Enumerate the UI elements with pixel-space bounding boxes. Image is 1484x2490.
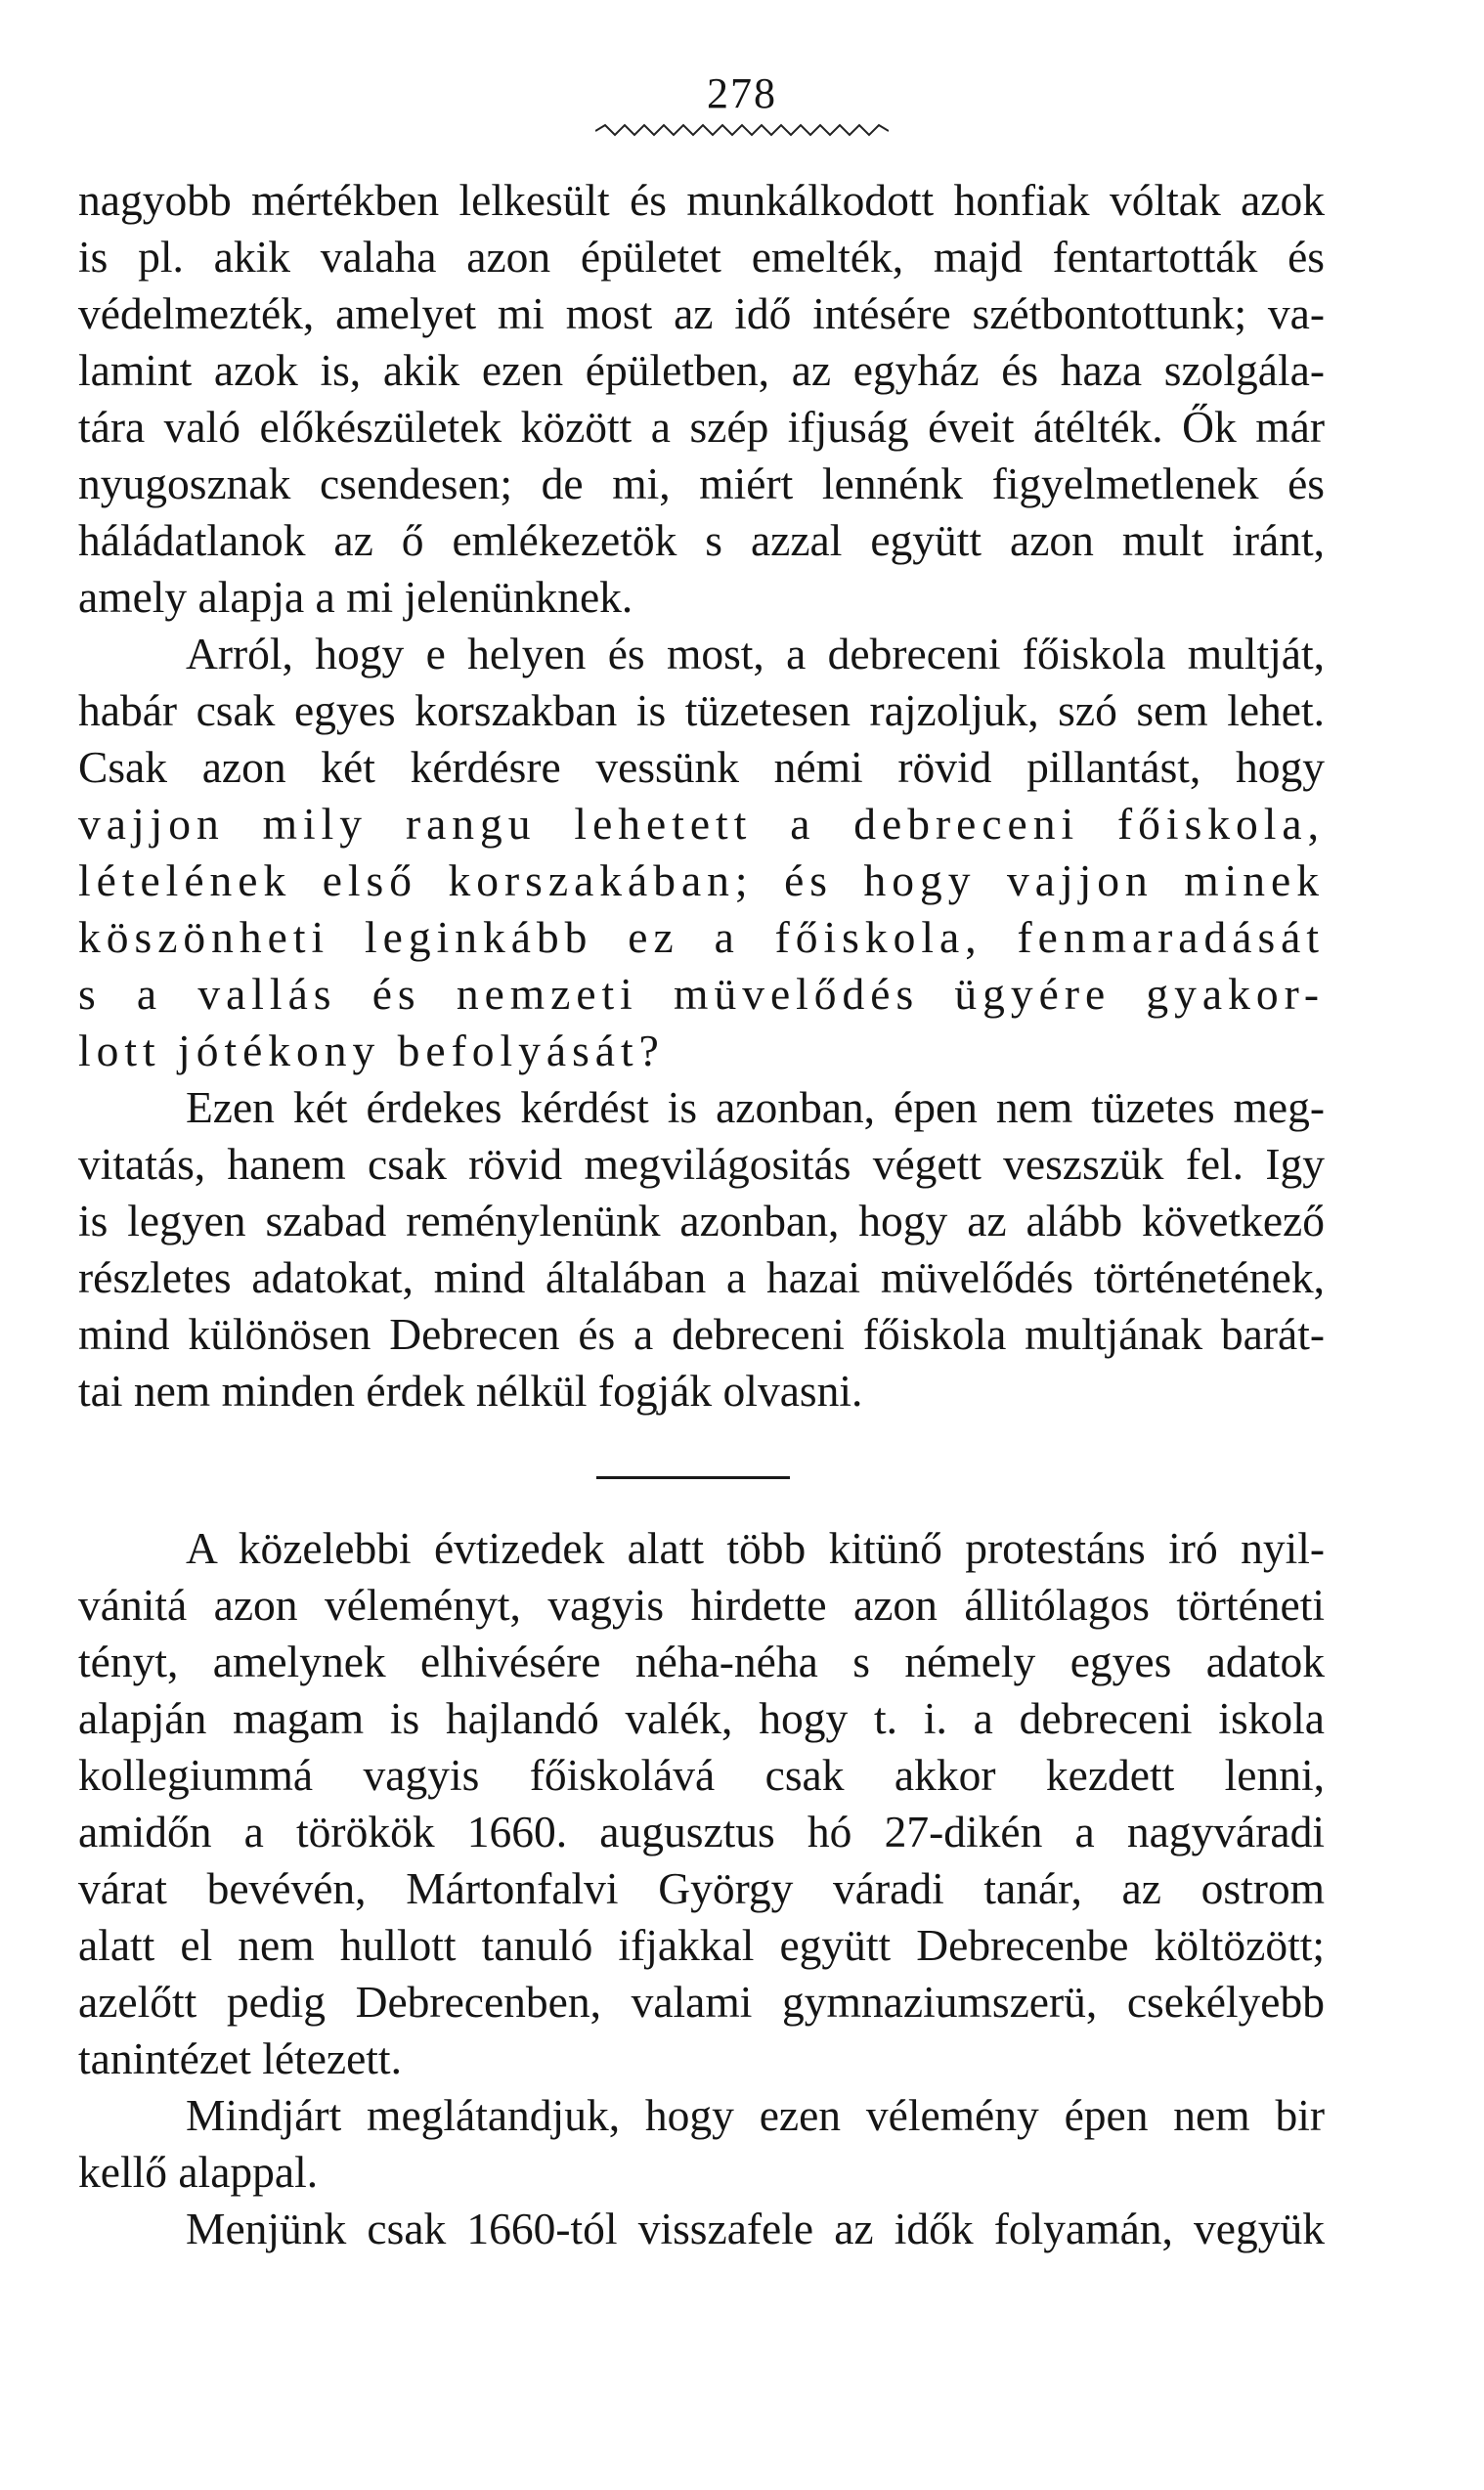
text-line: háládatlanok az ő emlékezetök s azzal együtt azon mult iránt, bbox=[78, 515, 1325, 565]
text-line: Menjünk csak 1660-tól visszafele az idők folyamán, vegyük bbox=[186, 2204, 1325, 2253]
text-line: köszönheti leginkább ez a főiskola, fenmaradását bbox=[78, 912, 1325, 962]
text-line: habár csak egyes korszakban is tüzetesen rajzoljuk, szó sem lehet. bbox=[78, 685, 1325, 735]
text-line: tanintézet létezett. bbox=[78, 2033, 402, 2083]
text-line: részletes adatokat, mind általában a hazai müvelődés történetének, bbox=[78, 1252, 1325, 1302]
text-line: tényt, amelynek elhivésére néha-néha s némely egyes adatok bbox=[78, 1637, 1325, 1686]
text-line: Arról, hogy e helyen és most, a debreceni főiskola multját, bbox=[186, 629, 1325, 678]
text-line: tai nem minden érdek nélkül fogják olvasni. bbox=[78, 1366, 863, 1416]
text-line: azelőtt pedig Debrecenben, valami gymnaziumszerü, csekélyebb bbox=[78, 1977, 1325, 2027]
page-number: 278 bbox=[707, 69, 777, 117]
text-line: is pl. akik valaha azon épületet emelték, majd fentartották és bbox=[78, 232, 1325, 282]
text-line: Mindjárt meglátandjuk, hogy ezen vélemény épen nem bir bbox=[186, 2090, 1325, 2140]
text-line: vitatás, hanem csak rövid megvilágositás végett veszszük fel. Igy bbox=[78, 1139, 1325, 1189]
text-line: mind különösen Debrecen és a debreceni főiskola multjának barát- bbox=[78, 1309, 1325, 1359]
text-line: nagyobb mértékben lelkesült és munkálkodott honfiak vóltak azok bbox=[78, 175, 1325, 225]
text-line: vajjon mily rangu lehetett a debreceni főiskola, bbox=[78, 799, 1325, 849]
text-line: kellő alappal. bbox=[78, 2147, 319, 2197]
text-line: is legyen szabad reménylenünk azonban, hogy az alább következő bbox=[78, 1196, 1325, 1245]
text-line: s a vallás és nemzeti müvelődés ügyére gyakor- bbox=[78, 969, 1325, 1019]
text-line: nyugosznak csendesen; de mi, miért lennénk figyelmetlenek és bbox=[78, 459, 1325, 508]
text-line: A közelebbi évtizedek alatt több kitünő protestáns iró nyil- bbox=[186, 1523, 1325, 1573]
text-line: lott jótékony befolyását? bbox=[78, 1026, 665, 1075]
ornament-wave-divider bbox=[595, 121, 889, 141]
section-separator bbox=[596, 1476, 790, 1479]
text-line: Ezen két érdekes kérdést is azonban, épen nem tüzetes meg- bbox=[186, 1082, 1325, 1132]
text-line: vánitá azon véleményt, vagyis hirdette azon állitólagos történeti bbox=[78, 1580, 1325, 1630]
text-line: kollegiummá vagyis főiskolává csak akkor kezdett lenni, bbox=[78, 1750, 1325, 1800]
text-line: amidőn a törökök 1660. augusztus hó 27-dikén a nagyváradi bbox=[78, 1807, 1325, 1857]
text-line: tára való előkészületek között a szép ifjuság éveit átélték. Ők már bbox=[78, 402, 1325, 452]
text-line: lamint azok is, akik ezen épületben, az egyház és haza szolgála- bbox=[78, 345, 1325, 395]
text-line: Csak azon két kérdésre vessünk némi rövid pillantást, hogy bbox=[78, 742, 1325, 792]
text-line: lételének első korszakában; és hogy vajjon minek bbox=[78, 855, 1325, 905]
text-line: védelmezték, amelyet mi most az idő intésére szétbontottunk; va- bbox=[78, 288, 1325, 338]
text-line: amely alapja a mi jelenünknek. bbox=[78, 572, 633, 622]
text-line: alapján magam is hajlandó valék, hogy t. i. a debreceni iskola bbox=[78, 1693, 1325, 1743]
text-line: várat bevévén, Mártonfalvi György váradi tanár, az ostrom bbox=[78, 1863, 1325, 1913]
text-line: alatt el nem hullott tanuló ifjakkal együtt Debrecenbe költözött; bbox=[78, 1920, 1325, 1970]
